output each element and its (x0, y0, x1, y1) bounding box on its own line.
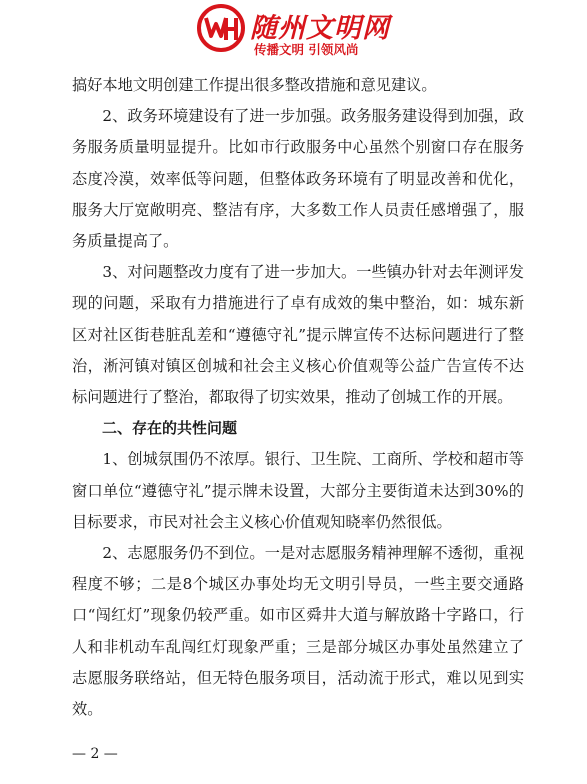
body-paragraph: 3、对问题整改力度有了进一步加大。一些镇办针对去年测评发现的问题，采取有力措施进行了卓有成效的集中整治，如：城东新区对社区街巷脏乱差和“遵德守礼”提示牌宣传不达标问题进行了整治，淅河镇对镇区创城和社会主义核心价值观等公益广告宣传不达标问题进行了整治，都取得了切实效果，推动了创城工作的开展。 (72, 263, 524, 407)
document-body (72, 70, 524, 725)
site-header (0, 0, 587, 70)
page-number: — 2 — (72, 746, 118, 762)
body-paragraph: 1、创城氛围仍不浓厚。银行、卫生院、工商所、学校和超市等窗口单位“遵德守礼”提示牌未设置，大部分主要街道未达到30%的目标要求，市民对社会主义核心价值观知晓率仍然很低。 (72, 450, 524, 531)
section-heading: 二、存在的共性问题 (102, 419, 238, 438)
body-paragraph: 2、政务环境建设有了进一步加强。政务服务建设得到加强，政务服务质量明显提升。比如市行政服务中心虽然个别窗口存在服务态度冷漠，效率低等问题，但整体政务环境有了明显改善和优化，服务大厅宽敞明亮、整洁有序，大多数工作人员责任感增强了，服务质量提高了。 (72, 107, 524, 251)
site-slogan: 传播文明 引领风尚 (254, 42, 359, 57)
site-title: 随州文明网 (250, 13, 390, 44)
body-paragraph: 2、志愿服务仍不到位。一是对志愿服务精神理解不透彻，重视程度不够；二是8个城区办事处均无文明引导员，一些主要交通路口“闯红灯”现象仍较严重。如市区舜井大道与解放路十字路口，行人和非机动车乱闯红灯现象严重；三是部分城区办事处虽然建立了志愿服务联络站，但无特色服务项目，活动流于形式，难以见到实效。 (72, 544, 524, 719)
body-paragraph: 搞好本地文明创建工作提出很多整改措施和意见建议。 (72, 76, 437, 94)
wh-logo-icon (197, 4, 245, 52)
